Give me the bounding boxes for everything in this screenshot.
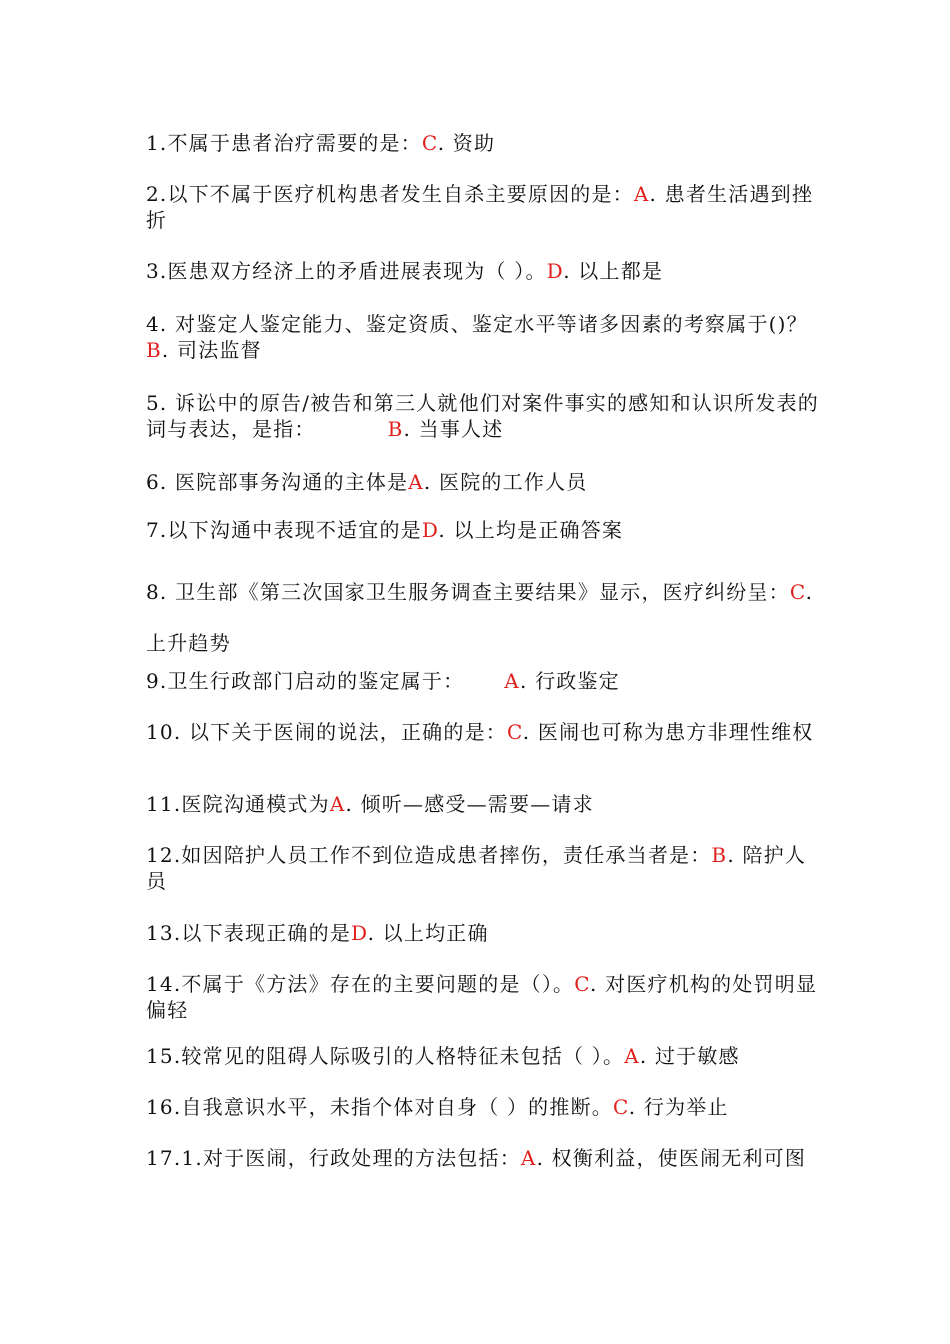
answer-text: . 当事人述 xyxy=(403,417,504,441)
question-item-4 xyxy=(146,311,826,363)
answer-letter: C xyxy=(506,720,523,744)
question-number: 17. xyxy=(146,1146,182,1170)
answer-letter: C xyxy=(421,131,438,155)
question-number: 5. xyxy=(146,391,168,415)
question-item-3 xyxy=(146,258,826,284)
question-number: 11. xyxy=(146,792,182,816)
answer-text: . 对医疗机构的处罚明显偏轻 xyxy=(146,972,818,1022)
answer-text: . 资助 xyxy=(437,131,496,155)
question-number: 4. xyxy=(146,312,168,336)
question-text: 以下不属于医疗机构患者发生自杀主要原因的是： xyxy=(167,182,634,206)
question-text: 医患双方经济上的矛盾进展表现为（ ）。 xyxy=(167,259,547,283)
question-number: 16. xyxy=(146,1095,182,1119)
question-item-15 xyxy=(146,1043,826,1069)
question-number: 8. xyxy=(146,580,168,604)
answer-letter: B xyxy=(146,338,162,362)
question-number: 3. xyxy=(146,259,168,283)
answer-text: . 医院的工作人员 xyxy=(423,470,588,494)
answer-letter: A xyxy=(329,792,346,816)
question-text: 以下沟通中表现不适宜的是 xyxy=(167,518,422,542)
question-item-2 xyxy=(146,181,826,233)
answer-letter: A xyxy=(520,1146,537,1170)
question-item-17 xyxy=(146,1145,826,1171)
answer-letter: B xyxy=(387,417,404,441)
question-item-11 xyxy=(146,791,826,817)
question-item-9 xyxy=(146,668,826,694)
question-text: 卫生行政部门启动的鉴定属于： xyxy=(167,669,465,693)
question-number: 6. xyxy=(146,470,168,494)
question-number: 10. xyxy=(146,720,182,744)
question-text: 不属于《方法》存在的主要问题的是（）。 xyxy=(181,972,575,996)
question-number: 14. xyxy=(146,972,182,996)
question-text: 诉讼中的原告/被告和第三人就他们对案件事实的感知和认识所发表的词与表达，是指： xyxy=(146,391,819,441)
question-item-16 xyxy=(146,1094,826,1120)
question-item-1 xyxy=(146,130,826,156)
answer-text: . 以上都是 xyxy=(563,259,664,283)
question-item-7 xyxy=(146,517,826,543)
question-text: 以下关于医闹的说法，正确的是： xyxy=(181,720,507,744)
question-item-5 xyxy=(146,390,826,442)
answer-text: . 上升趋势 xyxy=(146,580,814,655)
question-item-12 xyxy=(146,842,826,894)
answer-text: . 以上均正确 xyxy=(367,921,489,945)
question-number: 7. xyxy=(146,518,168,542)
question-item-8 xyxy=(146,567,836,669)
answer-text: . 权衡利益，使医闹无利可图 xyxy=(536,1146,807,1170)
answer-letter: A xyxy=(408,470,424,494)
answer-letter: D xyxy=(421,518,439,542)
question-text: 对鉴定人鉴定能力、鉴定资质、鉴定水平等诸多因素的考察属于()？ xyxy=(167,312,808,336)
question-text: 卫生部《第三次国家卫生服务调查主要结果》显示，医疗纠纷呈： xyxy=(167,580,790,604)
answer-text: . 以上均是正确答案 xyxy=(438,518,624,542)
answer-letter: C xyxy=(789,580,806,604)
question-item-6 xyxy=(146,469,826,495)
answer-letter: A xyxy=(504,669,520,693)
answer-text: . 医闹也可称为患方非理性维权 xyxy=(522,720,814,744)
answer-letter: B xyxy=(711,843,728,867)
question-text: 医院部事务沟通的主体是 xyxy=(167,470,409,494)
answer-text: . 行政鉴定 xyxy=(519,669,620,693)
answer-text: . 司法监督 xyxy=(161,338,262,362)
question-item-13 xyxy=(146,920,826,946)
question-text: 自我意识水平，未指个体对自身（ ）的推断。 xyxy=(181,1095,613,1119)
question-number: 12. xyxy=(146,843,182,867)
question-number: 2. xyxy=(146,182,168,206)
question-number: 1. xyxy=(146,131,168,155)
question-text: 以下表现正确的是 xyxy=(181,921,352,945)
answer-text: . 患者生活遇到挫折 xyxy=(146,182,814,232)
question-number: 9. xyxy=(146,669,168,693)
question-text: 不属于患者治疗需要的是： xyxy=(167,131,422,155)
question-item-14 xyxy=(146,971,826,1023)
answer-letter: C xyxy=(612,1095,629,1119)
answer-text: . 过于敏感 xyxy=(639,1044,740,1068)
answer-letter: D xyxy=(546,259,564,283)
answer-text: . 行为举止 xyxy=(628,1095,729,1119)
question-text: 1.对于医闹，行政处理的方法包括： xyxy=(181,1146,521,1170)
answer-letter: A xyxy=(633,182,650,206)
answer-letter: A xyxy=(624,1044,640,1068)
question-number: 15. xyxy=(146,1044,182,1068)
answer-text: . 陪护人员 xyxy=(146,843,807,893)
question-number: 13. xyxy=(146,921,182,945)
answer-letter: C xyxy=(574,972,591,996)
answer-text: . 倾听—感受—需要—请求 xyxy=(345,792,594,816)
question-text: 医院沟通模式为 xyxy=(181,792,330,816)
question-text: 如因陪护人员工作不到位造成患者摔伤，责任承当者是： xyxy=(181,843,712,867)
question-text: 较常见的阻碍人际吸引的人格特征未包括（ ）。 xyxy=(181,1044,625,1068)
answer-letter: D xyxy=(351,921,368,945)
question-item-10 xyxy=(146,719,826,745)
